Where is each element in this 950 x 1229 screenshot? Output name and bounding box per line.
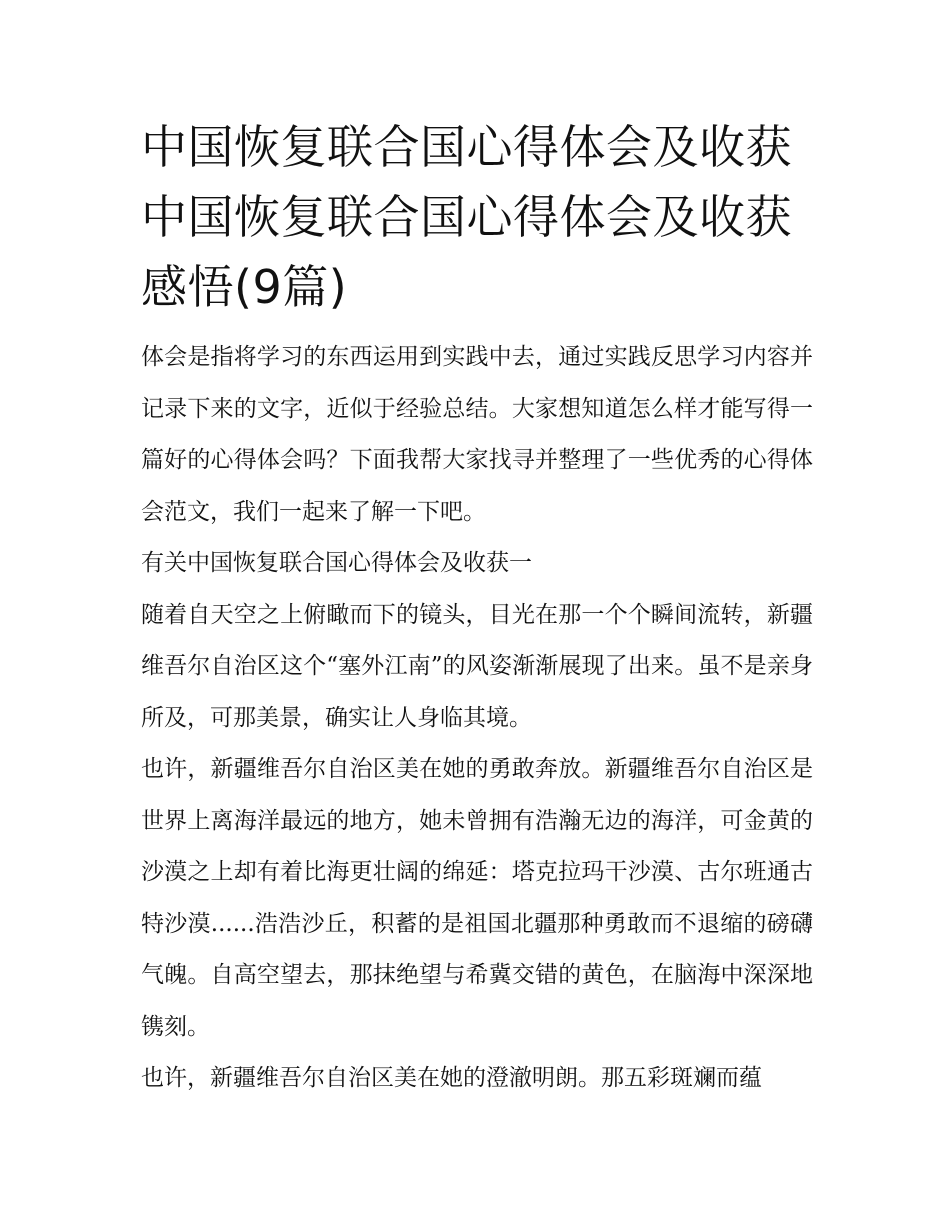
body-paragraph: 也许，新疆维吾尔自治区美在她的勇敢奔放。新疆维吾尔自治区是世界上离海洋最远的地方，她未曾拥有浩瀚无边的海洋，可金黄的沙漠之上却有着比海更壮阔的绵延：塔克拉玛干沙漠、古尔班通古特沙漠......浩浩沙丘，积蓄的是祖国北疆那种勇敢而不退缩的磅礴气魄。自高空望去，那抹绝望与希冀交错的黄色，在脑海中深深地镌刻。 (141, 756, 813, 1040)
document-page (141, 112, 813, 1105)
body-paragraph: 随着自天空之上俯瞰而下的镜头，目光在那一个个瞬间流转，新疆维吾尔自治区这个“塞外江南”的风姿渐渐展现了出来。虽不是亲身所及，可那美景，确实让人身临其境。 (141, 601, 813, 731)
intro-paragraph: 体会是指将学习的东西运用到实践中去，通过实践反思学习内容并记录下来的文字，近似于经验总结。大家想知道怎么样才能写得一篇好的心得体会吗？下面我帮大家找寻并整理了一些优秀的心得体会范文，我们一起来了解一下吧。 (141, 344, 813, 525)
section-heading: 有关中国恢复联合国心得体会及收获一 (141, 550, 532, 576)
body-paragraph: 也许，新疆维吾尔自治区美在她的澄澈明朗。那五彩斑斓而蕴 (141, 1065, 762, 1091)
document-title: 中国恢复联合国心得体会及收获 中国恢复联合国心得体会及收获感悟(9篇) (141, 120, 792, 314)
